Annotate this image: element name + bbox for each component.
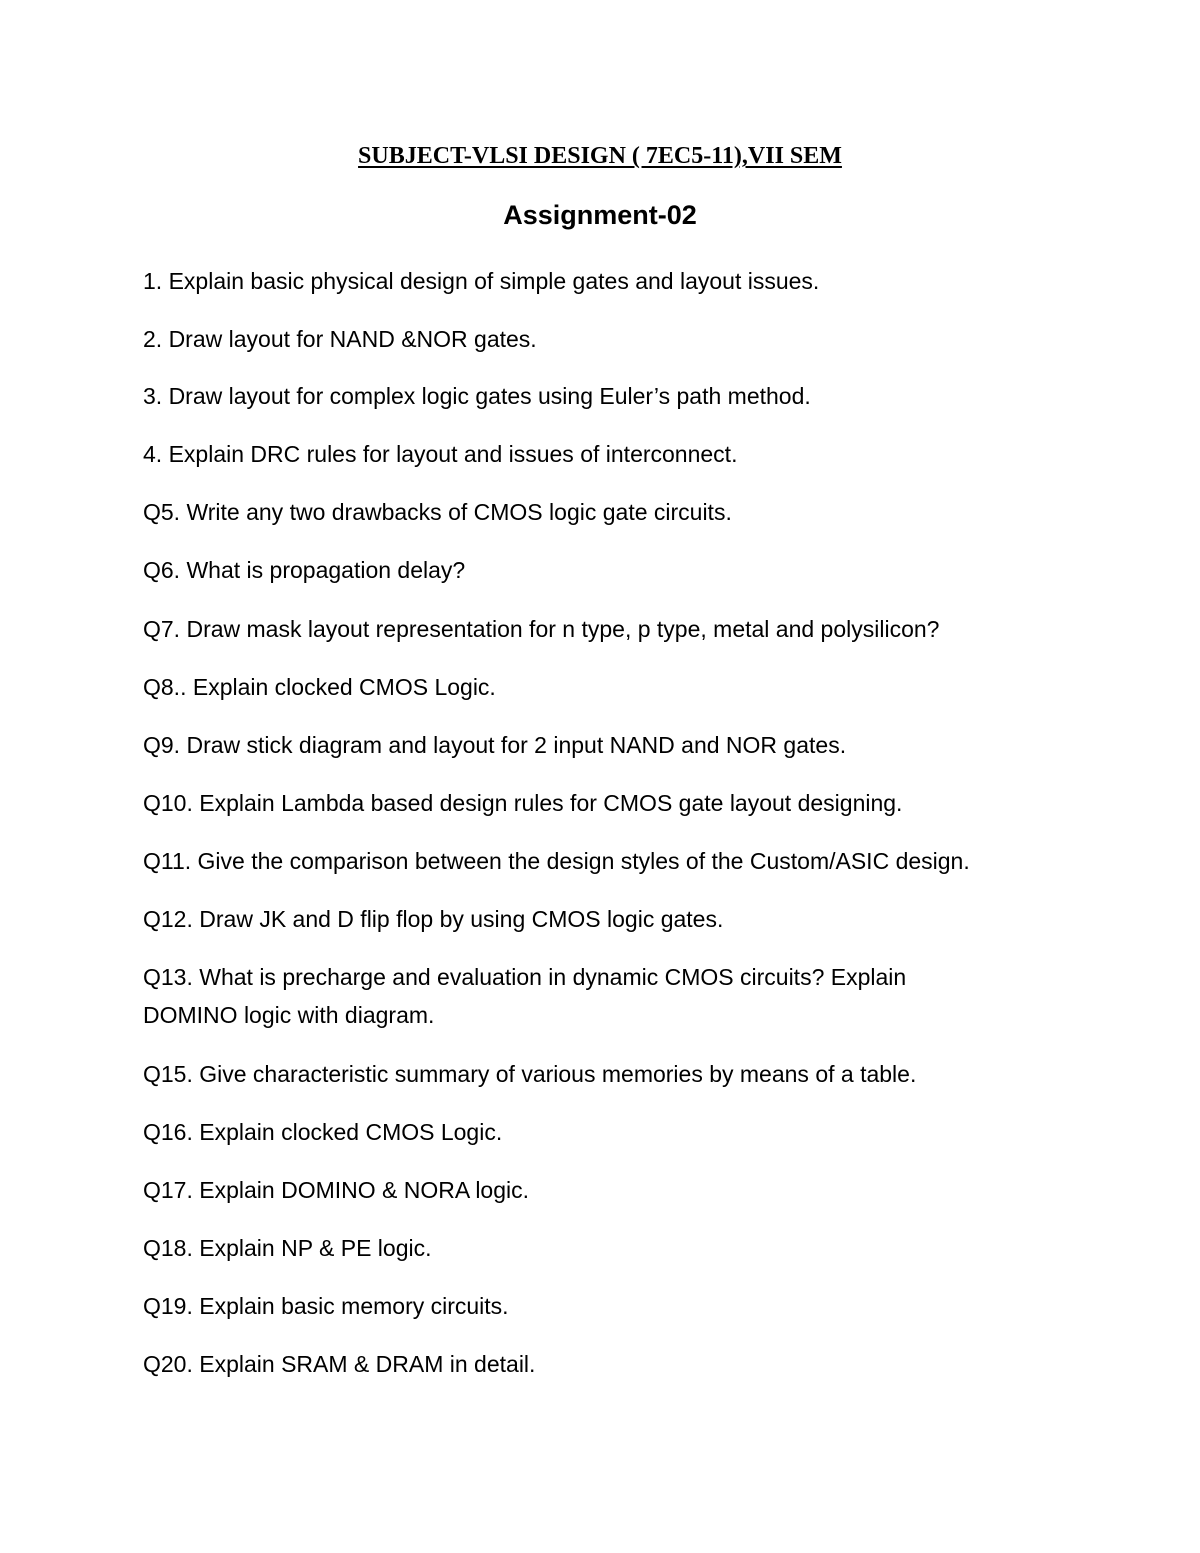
question-9: Q9. Draw stick diagram and layout for 2 input NAND and NOR gates.	[143, 732, 847, 758]
question-10: Q10. Explain Lambda based design rules for CMOS gate layout designing.	[143, 790, 903, 816]
question-4: 4. Explain DRC rules for layout and issues of interconnect.	[143, 441, 738, 467]
question-11: Q11. Give the comparison between the design styles of the Custom/ASIC design.	[143, 848, 970, 874]
question-3: 3. Draw layout for complex logic gates using Euler’s path method.	[143, 383, 811, 409]
question-7: Q7. Draw mask layout representation for n type, p type, metal and polysilicon?	[143, 616, 940, 642]
question-19: Q19. Explain basic memory circuits.	[143, 1293, 509, 1319]
question-12: Q12. Draw JK and D flip flop by using CMOS logic gates.	[143, 906, 724, 932]
question-16: Q16. Explain clocked CMOS Logic.	[143, 1119, 503, 1145]
question-1: 1. Explain basic physical design of simple gates and layout issues.	[143, 268, 820, 294]
question-6: Q6. What is propagation delay?	[143, 557, 466, 583]
question-18: Q18. Explain NP & PE logic.	[143, 1235, 432, 1261]
question-20: Q20. Explain SRAM & DRAM in detail.	[143, 1351, 536, 1377]
question-13: Q13. What is precharge and evaluation in dynamic CMOS circuits? Explain DOMINO logic with diagram.	[143, 964, 907, 1028]
question-2: 2. Draw layout for NAND &NOR gates.	[143, 326, 537, 352]
question-8: Q8.. Explain clocked CMOS Logic.	[143, 674, 496, 700]
question-5: Q5. Write any two drawbacks of CMOS logic gate circuits.	[143, 499, 732, 525]
subject-heading: SUBJECT-VLSI DESIGN ( 7EC5-11),VII SEM	[358, 143, 842, 169]
question-15: Q15. Give characteristic summary of various memories by means of a table.	[143, 1061, 917, 1087]
question-17: Q17. Explain DOMINO & NORA logic.	[143, 1177, 530, 1203]
assignment-title: Assignment-02	[503, 200, 697, 230]
